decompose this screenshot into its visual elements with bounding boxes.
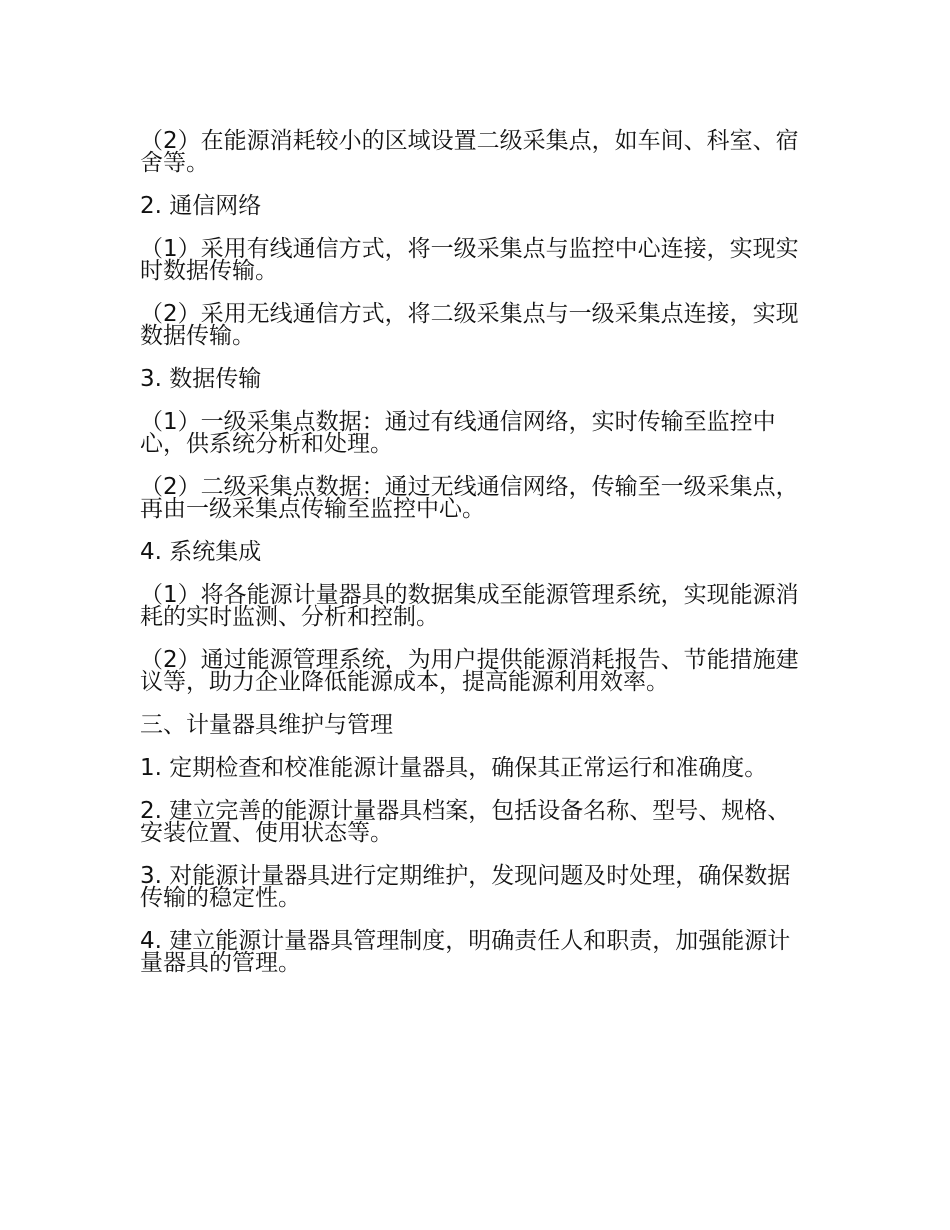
- heading-data-transmission: 3. 数据传输: [140, 366, 262, 392]
- heading-system-integration: 4. 系统集成: [140, 539, 262, 565]
- paragraph-periodic-calibration: 1. 定期检查和校准能源计量器具，确保其正常运行和准确度。: [140, 755, 768, 781]
- paragraph-periodic-maintenance: 3. 对能源计量器具进行定期维护，发现问题及时处理，确保数据传输的稳定性。: [140, 863, 791, 911]
- paragraph-secondary-collection-points: （2）在能源消耗较小的区域设置二级采集点，如车间、科室、宿舍等。: [140, 128, 799, 176]
- heading-maintenance-management: 三、计量器具维护与管理: [140, 712, 393, 738]
- paragraph-management-system: 4. 建立能源计量器具管理制度，明确责任人和职责，加强能源计量器具的管理。: [140, 928, 791, 976]
- paragraph-data-integration: （1）将各能源计量器具的数据集成至能源管理系统，实现能源消耗的实时监测、分析和控制。: [140, 582, 799, 630]
- paragraph-wireless-communication: （2）采用无线通信方式，将二级采集点与一级采集点连接，实现数据传输。: [140, 301, 799, 349]
- heading-communication-network: 2. 通信网络: [140, 193, 262, 219]
- paragraph-equipment-archive: 2. 建立完善的能源计量器具档案，包括设备名称、型号、规格、安装位置、使用状态等。: [140, 798, 791, 846]
- document-body: [140, 130, 805, 995]
- paragraph-secondary-point-data: （2）二级采集点数据：通过无线通信网络，传输至一级采集点，再由一级采集点传输至监控中心。: [140, 474, 799, 522]
- paragraph-wired-communication: （1）采用有线通信方式，将一级采集点与监控中心连接，实现实时数据传输。: [140, 236, 799, 284]
- paragraph-energy-reports: （2）通过能源管理系统，为用户提供能源消耗报告、节能措施建议等，助力企业降低能源成本，提高能源利用效率。: [140, 647, 799, 695]
- paragraph-primary-point-data: （1）一级采集点数据：通过有线通信网络，实时传输至监控中心，供系统分析和处理。: [140, 409, 776, 457]
